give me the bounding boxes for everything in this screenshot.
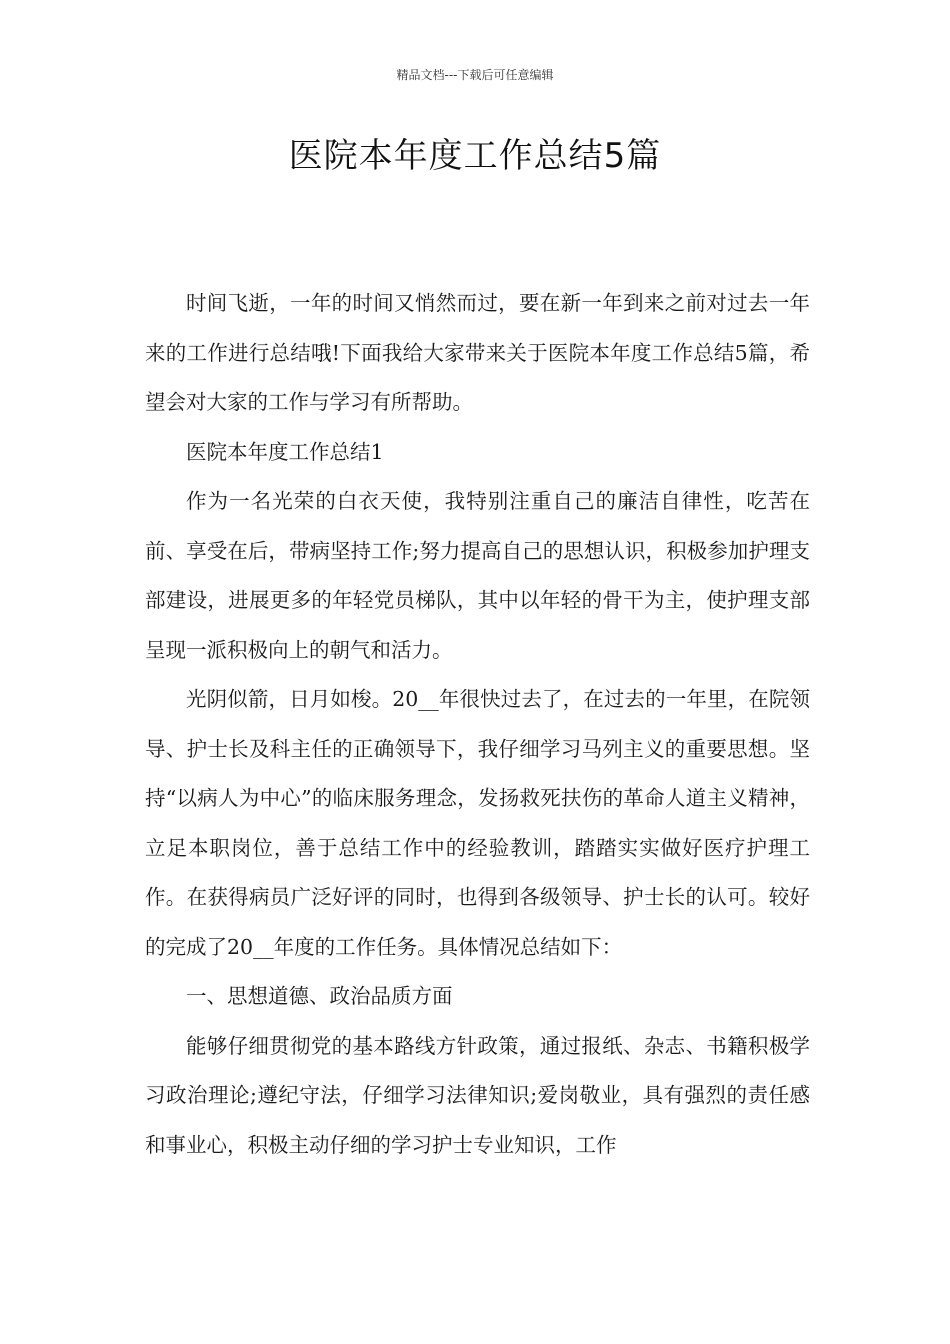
paragraph: 作为一名光荣的白衣天使，我特别注重自己的廉洁自律性，吃苦在前、享受在后，带病坚持工作;努力提高自己的思想认识，积极参加护理支部建设，进展更多的年轻党员梯队，其中以年轻的骨干为主，使护理支部呈现一派积极向上的朝气和活力。 [145, 489, 810, 662]
document-title: 医院本年度工作总结5篇 [288, 136, 662, 176]
section-heading: 医院本年度工作总结1 [186, 439, 384, 464]
paragraph: 能够仔细贯彻党的基本路线方针政策，通过报纸、杂志、书籍积极学习政治理论;遵纪守法，仔细学习法律知识;爱岗敬业，具有强烈的责任感和事业心，积极主动仔细的学习护士专业知识，工作 [145, 1033, 810, 1157]
intro-paragraph: 时间飞逝，一年的时间又悄然而过，要在新一年到来之前对过去一年来的工作进行总结哦!下面我给大家带来关于医院本年度工作总结5篇，希望会对大家的工作与学习有所帮助。 [145, 291, 810, 414]
header-note: 精品文档---下载后可任意编辑 [396, 68, 554, 82]
document-body [145, 279, 810, 1170]
paragraph: 光阴似箭，日月如梭。20__年很快过去了，在过去的一年里，在院领导、护士长及科主任的正确领导下，我仔细学习马列主义的重要思想。坚持“以病人为中心”的临床服务理念，发扬救死扶伤的革命人道主义精神，立足本职岗位，善于总结工作中的经验教训，踏踏实实做好医疗护理工作。在获得病员广泛好评的同时，也得到各级领导、护士长的认可。较好的完成了20__年度的工作任务。具体情况总结如下： [145, 687, 810, 959]
subheading: 一、思想道德、政治品质方面 [186, 984, 453, 1008]
